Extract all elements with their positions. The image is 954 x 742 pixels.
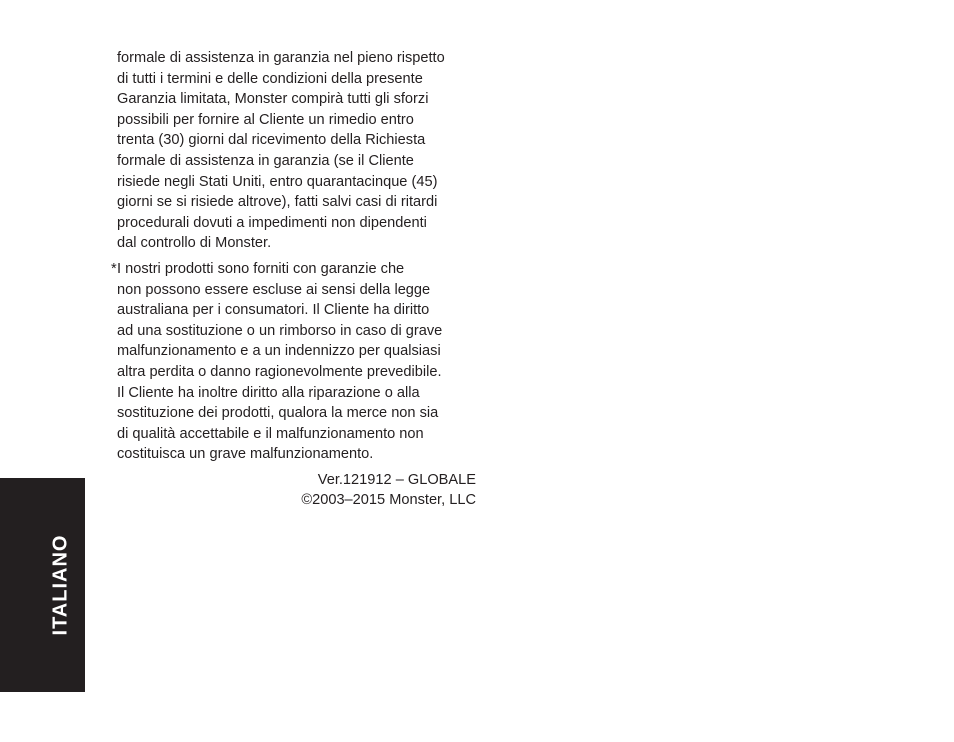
paragraph-line: formale di assistenza in garanzia (se il Cliente bbox=[117, 152, 414, 169]
paragraph-line: di tutti i termini e delle condizioni della presente bbox=[117, 70, 423, 87]
note-line: australiana per i consumatori. Il Cliente ha diritto bbox=[117, 302, 430, 319]
paragraph-line: Garanzia limitata, Monster compirà tutti gli sforzi bbox=[117, 91, 429, 108]
version-number: Ver.121912 – GLOBALE bbox=[317, 471, 476, 488]
note-line: altra perdita o danno ragionevolmente prevedibile. bbox=[117, 363, 442, 380]
paragraph-line: procedurali dovuti a impedimenti non dipendenti bbox=[117, 214, 427, 231]
paragraph-line: giorni se si risiede altrove), fatti salvi casi di ritardi bbox=[117, 194, 438, 211]
note-line: sostituzione dei prodotti, qualora la merce non sia bbox=[117, 405, 439, 422]
paragraph-line: risiede negli Stati Uniti, entro quarantacinque (45) bbox=[117, 173, 438, 190]
warranty-paragraph bbox=[117, 48, 479, 254]
copyright-notice: ©2003–2015 Monster, LLC bbox=[301, 492, 476, 509]
footnote-asterisk: * bbox=[111, 260, 117, 277]
note-line: Il Cliente ha inoltre diritto alla riparazione o alla bbox=[117, 384, 420, 401]
language-tab-label: ITALIANO bbox=[49, 534, 72, 636]
note-line: ad una sostituzione o un rimborso in caso di grave bbox=[117, 322, 443, 339]
page-content bbox=[111, 48, 479, 511]
note-line: I nostri prodotti sono forniti con garanzie che bbox=[117, 260, 405, 277]
australian-consumer-note bbox=[111, 259, 479, 465]
paragraph-line: formale di assistenza in garanzia nel pieno rispetto bbox=[117, 50, 445, 66]
note-line: malfunzionamento e a un indennizzo per qualsiasi bbox=[117, 343, 441, 360]
note-line: non possono essere escluse ai sensi della legge bbox=[117, 281, 431, 298]
paragraph-line: dal controllo di Monster. bbox=[117, 235, 272, 252]
note-line: costituisca un grave malfunzionamento. bbox=[117, 446, 374, 463]
version-info bbox=[117, 470, 479, 511]
note-line: di qualità accettabile e il malfunzionamento non bbox=[117, 425, 424, 442]
paragraph-line: possibili per fornire al Cliente un rimedio entro bbox=[117, 111, 414, 128]
paragraph-line: trenta (30) giorni dal ricevimento della Richiesta bbox=[117, 132, 426, 149]
